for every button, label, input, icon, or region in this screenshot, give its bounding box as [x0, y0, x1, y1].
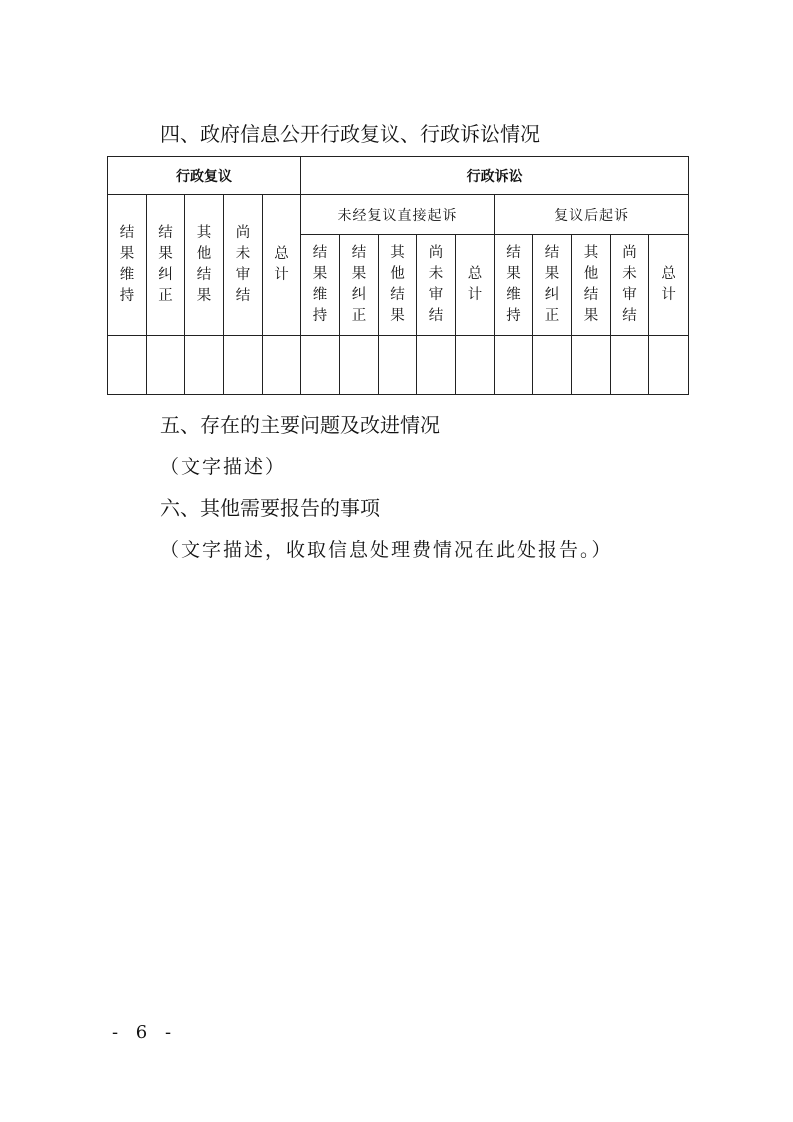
direct-col-total: 总计 [456, 235, 495, 336]
direct-col-corrected: 结果纠正 [340, 235, 379, 336]
page-number: - 6 - [112, 1022, 178, 1043]
review-col-total: 总计 [263, 195, 301, 336]
table-cell [572, 336, 611, 395]
admin-review-header: 行政复议 [108, 157, 301, 195]
table-cell [379, 336, 417, 395]
table-cell [224, 336, 263, 395]
after-col-other: 其他结果 [572, 235, 611, 336]
review-litigation-table [107, 156, 689, 395]
table-cell [185, 336, 224, 395]
review-col-pending: 尚未审结 [224, 195, 263, 336]
table-cell [456, 336, 495, 395]
admin-litigation-header: 行政诉讼 [301, 157, 689, 195]
table-cell [649, 336, 689, 395]
section-6-title: 六、其他需要报告的事项 [160, 496, 380, 520]
section-5-text: （文字描述） [160, 456, 287, 478]
after-col-upheld: 结果维持 [495, 235, 533, 336]
section-4-title: 四、政府信息公开行政复议、行政诉讼情况 [160, 122, 540, 146]
table-cell [108, 336, 147, 395]
review-col-other: 其他结果 [185, 195, 224, 336]
review-col-corrected: 结果纠正 [147, 195, 185, 336]
table-cell [340, 336, 379, 395]
table-cell [495, 336, 533, 395]
direct-col-other: 其他结果 [379, 235, 417, 336]
after-col-pending: 尚未审结 [611, 235, 649, 336]
suit-after-review-header: 复议后起诉 [495, 195, 689, 235]
direct-col-upheld: 结果维持 [301, 235, 340, 336]
section-6-text: （文字描述，收取信息处理费情况在此处报告。） [160, 539, 613, 561]
table-cell [417, 336, 456, 395]
table-cell [533, 336, 572, 395]
table-row [108, 336, 689, 395]
after-col-corrected: 结果纠正 [533, 235, 572, 336]
section-5-title: 五、存在的主要问题及改进情况 [160, 413, 440, 437]
direct-suit-header: 未经复议直接起诉 [301, 195, 495, 235]
table-cell [147, 336, 185, 395]
table-cell [263, 336, 301, 395]
after-col-total: 总计 [649, 235, 689, 336]
direct-col-pending: 尚未审结 [417, 235, 456, 336]
table-cell [611, 336, 649, 395]
table-cell [301, 336, 340, 395]
review-col-upheld: 结果维持 [108, 195, 147, 336]
